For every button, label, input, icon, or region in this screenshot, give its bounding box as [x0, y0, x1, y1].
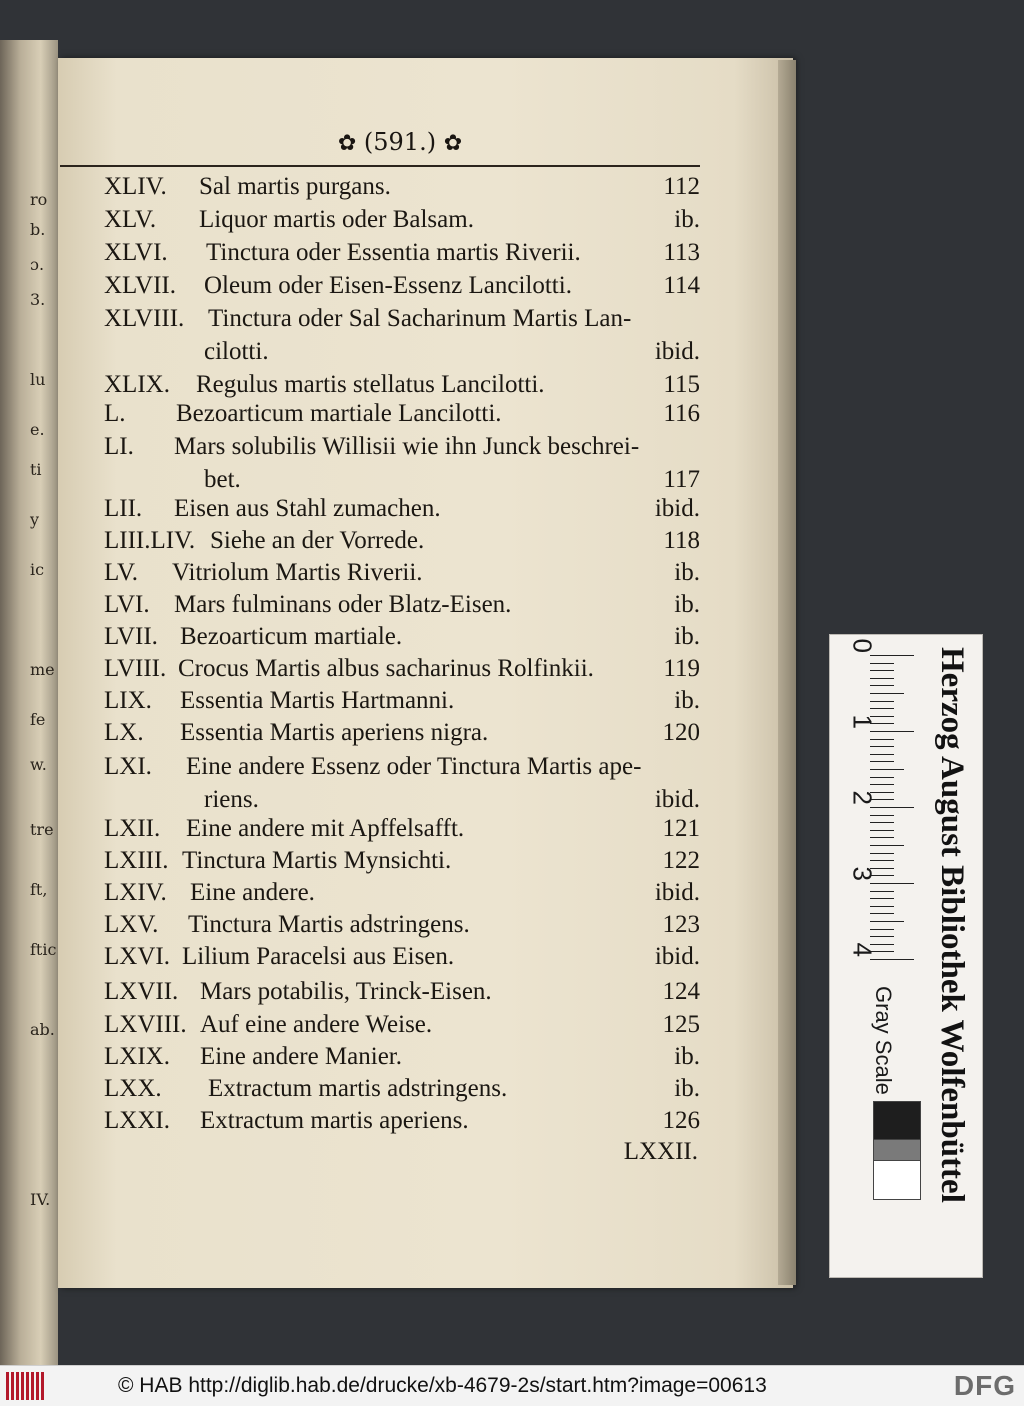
- entry-number: LXIV.: [104, 879, 167, 906]
- adjacent-text-fragment: ic: [30, 560, 45, 579]
- entry-number: LXIX.: [104, 1043, 170, 1070]
- footer-bar: [0, 1365, 1024, 1406]
- entry-title: Oleum oder Eisen-Essenz Lancilotti.: [204, 272, 572, 299]
- gray-scale-label: Gray Scale: [871, 986, 896, 1095]
- entry-page: 113: [663, 239, 700, 266]
- ruler-number: 4: [847, 942, 878, 957]
- entry-page: 116: [663, 400, 700, 427]
- entry-title: Lilium Paracelsi aus Eisen.: [182, 943, 455, 970]
- entry-title: Eine andere Essenz oder Tinctura Martis ape-: [186, 753, 642, 780]
- page-edge: [778, 60, 796, 1285]
- entry-number: L.: [104, 400, 126, 427]
- toc-entry: [104, 397, 700, 431]
- entry-title: riens.: [204, 786, 259, 813]
- entry-number: LXII.: [104, 815, 161, 842]
- entry-page: 115: [663, 371, 700, 398]
- toc-entry: [104, 236, 700, 270]
- entry-title: Vitriolum Martis Riverii.: [172, 559, 423, 586]
- entry-page: ib.: [674, 591, 700, 618]
- toc-entry: [104, 652, 700, 686]
- entry-page: ibid.: [654, 338, 700, 365]
- ruler-tick: [870, 913, 894, 914]
- adjacent-text-fragment: me: [30, 660, 55, 679]
- toc-entry: [104, 556, 700, 590]
- entry-number: LXV.: [104, 911, 159, 938]
- toc-entry: [104, 908, 700, 942]
- adjacent-text-fragment: ti: [30, 460, 42, 479]
- entry-page: 114: [663, 272, 700, 299]
- ruler-number: 3: [847, 866, 878, 881]
- entry-page: ib.: [674, 559, 700, 586]
- page-number: (591.): [363, 128, 437, 156]
- entry-page: 112: [663, 173, 700, 200]
- copyright-link[interactable]: © HAB http://diglib.hab.de/drucke/xb-4679-2s/start.htm?image=00613: [118, 1374, 767, 1397]
- toc-entry: [104, 269, 700, 303]
- adjacent-text-fragment: ɔ.: [30, 255, 45, 274]
- entry-number: LI.: [104, 433, 134, 460]
- ruler-number: 0: [847, 638, 878, 653]
- entry-page: 122: [662, 847, 700, 874]
- entry-page: 121: [662, 815, 700, 842]
- entry-page: ib.: [674, 687, 700, 714]
- entry-page: ibid.: [654, 786, 700, 813]
- entry-number: LVIII.: [104, 655, 167, 682]
- entry-title: Mars fulminans oder Blatz-Eisen.: [174, 591, 512, 618]
- entry-title: Eine andere mit Apffelsafft.: [186, 815, 465, 842]
- adjacent-text-fragment: lu: [30, 370, 46, 389]
- entry-page: ibid.: [654, 879, 700, 906]
- catchword: LXXII.: [623, 1138, 698, 1165]
- entry-page: 119: [663, 655, 700, 682]
- adjacent-text-fragment: ft,: [30, 880, 48, 899]
- ruler-tick: [870, 769, 904, 770]
- toc-entry: [104, 716, 700, 750]
- entry-title: Siehe an der Vorrede.: [210, 527, 425, 554]
- entry-title: Tinctura Martis adstringens.: [188, 911, 470, 938]
- adjacent-text-fragment: tre: [30, 820, 54, 839]
- ruler-tick: [870, 777, 894, 778]
- entry-title: cilotti.: [204, 338, 269, 365]
- entry-number: XLIV.: [104, 173, 167, 200]
- page-header: [310, 128, 490, 156]
- entry-title: Tinctura oder Essentia martis Riverii.: [206, 239, 581, 266]
- entry-title: Bezoarticum martiale.: [180, 623, 403, 650]
- entry-number: LIX.: [104, 687, 152, 714]
- adjacent-text-fragment: ftic: [30, 940, 57, 959]
- entry-number: LXVII.: [104, 978, 179, 1005]
- toc-entry: [104, 588, 700, 622]
- ruler-tick: [870, 761, 894, 762]
- toc-entry: [104, 876, 700, 910]
- entry-number: XLVIII.: [104, 305, 185, 332]
- entry-title: Extractum martis aperiens.: [200, 1107, 469, 1134]
- toc-entry: [104, 492, 700, 526]
- ruler-tick: [870, 708, 894, 709]
- adjacent-text-fragment: w.: [30, 755, 47, 774]
- entry-number: XLIX.: [104, 371, 170, 398]
- adjacent-text-fragment: 3.: [30, 290, 46, 309]
- entry-title: Eine andere Manier.: [200, 1043, 402, 1070]
- entry-page: ib.: [674, 1043, 700, 1070]
- entry-number: LVII.: [104, 623, 158, 650]
- toc-entry: [104, 302, 700, 336]
- adjacent-text-fragment: ab.: [30, 1020, 55, 1039]
- toc-entry: [104, 844, 700, 878]
- toc-entry: [104, 430, 700, 464]
- entry-page: ib.: [674, 206, 700, 233]
- entry-page: 125: [662, 1011, 700, 1038]
- toc-entry: [104, 620, 700, 654]
- ornament-icon: ✿: [443, 131, 463, 156]
- toc-entry: [104, 684, 700, 718]
- entry-number: XLVI.: [104, 239, 168, 266]
- ruler-tick: [870, 860, 894, 861]
- toc-entry: [104, 524, 700, 558]
- entry-number: LXI.: [104, 753, 152, 780]
- toc-entry: [104, 940, 700, 974]
- toc-entry: [104, 1040, 700, 1074]
- toc-entry: [104, 203, 700, 237]
- entry-title: Liquor martis oder Balsam.: [199, 206, 474, 233]
- toc-entry: [104, 812, 700, 846]
- entry-number: LXX.: [104, 1075, 162, 1102]
- entry-page: ib.: [674, 1075, 700, 1102]
- entry-number: LXIII.: [104, 847, 169, 874]
- adjacent-text-fragment: y: [30, 510, 40, 529]
- header-rule: [60, 165, 700, 167]
- gray-swatch-dark: [873, 1101, 921, 1141]
- entry-number: LXXI.: [104, 1107, 170, 1134]
- ruler-tick: [870, 693, 904, 694]
- entry-title: Sal martis purgans.: [199, 173, 391, 200]
- toc-entry: [104, 750, 700, 784]
- gray-swatch-light: [873, 1160, 921, 1200]
- entry-page: 124: [662, 978, 700, 1005]
- ruler-tick: [870, 845, 904, 846]
- entry-title: Mars solubilis Willisii wie ihn Junck beschrei-: [174, 433, 640, 460]
- entry-number: LVI.: [104, 591, 150, 618]
- entry-page: 126: [662, 1107, 700, 1134]
- entry-number: LXVI.: [104, 943, 170, 970]
- entry-title: Crocus Martis albus sacharinus Rolfinkii.: [178, 655, 594, 682]
- ruler-tick: [870, 929, 894, 930]
- entry-number: LIII.LIV.: [104, 527, 196, 554]
- ruler-tick: [870, 921, 904, 922]
- entry-title: bet.: [204, 466, 241, 493]
- entry-page: 123: [662, 911, 700, 938]
- hab-logo-icon: [6, 1372, 48, 1400]
- entry-number: LXVIII.: [104, 1011, 187, 1038]
- ruler-tick: [870, 685, 894, 686]
- adjacent-text-fragment: b.: [30, 220, 46, 239]
- entry-page: 120: [662, 719, 700, 746]
- ruler-number: 1: [847, 714, 878, 729]
- ruler-number: 2: [847, 790, 878, 805]
- entry-page: ib.: [674, 623, 700, 650]
- entry-title: Essentia Martis aperiens nigra.: [180, 719, 489, 746]
- ornament-icon: ✿: [337, 131, 357, 156]
- entry-title: Auf eine andere Weise.: [200, 1011, 433, 1038]
- adjacent-text-fragment: e.: [30, 420, 45, 439]
- adjacent-text-fragment: IV.: [30, 1190, 51, 1209]
- entry-page: ibid.: [654, 943, 700, 970]
- toc-entry: [104, 1008, 700, 1042]
- entry-title: Eine andere.: [190, 879, 315, 906]
- adjacent-page-strip: [0, 40, 58, 1365]
- adjacent-text-fragment: ro: [30, 190, 48, 209]
- entry-title: Tinctura Martis Mynsichti.: [182, 847, 452, 874]
- entry-title: Essentia Martis Hartmanni.: [180, 687, 455, 714]
- ruler-brand-text: Herzog August Bibliothek Wolfenbüttel: [934, 647, 970, 1203]
- entry-page: ibid.: [654, 495, 700, 522]
- ruler-tick: [870, 853, 894, 854]
- toc-entry: [104, 975, 700, 1009]
- entry-title: Bezoarticum martiale Lancilotti.: [176, 400, 502, 427]
- ruler-tick: [870, 701, 894, 702]
- ruler-tick: [870, 837, 894, 838]
- entry-page: 118: [663, 527, 700, 554]
- entry-number: LV.: [104, 559, 139, 586]
- entry-number: XLVII.: [104, 272, 176, 299]
- dfg-logo: DFG: [953, 1370, 1016, 1401]
- entry-title: Eisen aus Stahl zumachen.: [174, 495, 441, 522]
- entry-title: Mars potabilis, Trinck-Eisen.: [200, 978, 492, 1005]
- toc-entry: [104, 1104, 700, 1138]
- entry-title: Extractum martis adstringens.: [208, 1075, 508, 1102]
- toc-entry: [104, 1072, 700, 1106]
- ruler-tick: [870, 936, 894, 937]
- entry-page: 117: [663, 466, 700, 493]
- ruler-tick: [870, 784, 894, 785]
- entry-number: LX.: [104, 719, 144, 746]
- entry-title: Regulus martis stellatus Lancilotti.: [196, 371, 545, 398]
- toc-entry-continuation: [104, 335, 700, 369]
- entry-number: LII.: [104, 495, 143, 522]
- entry-number: XLV.: [104, 206, 157, 233]
- adjacent-text-fragment: fe: [30, 710, 46, 729]
- toc-entry: [104, 170, 700, 204]
- entry-title: Tinctura oder Sal Sacharinum Martis Lan-: [208, 305, 632, 332]
